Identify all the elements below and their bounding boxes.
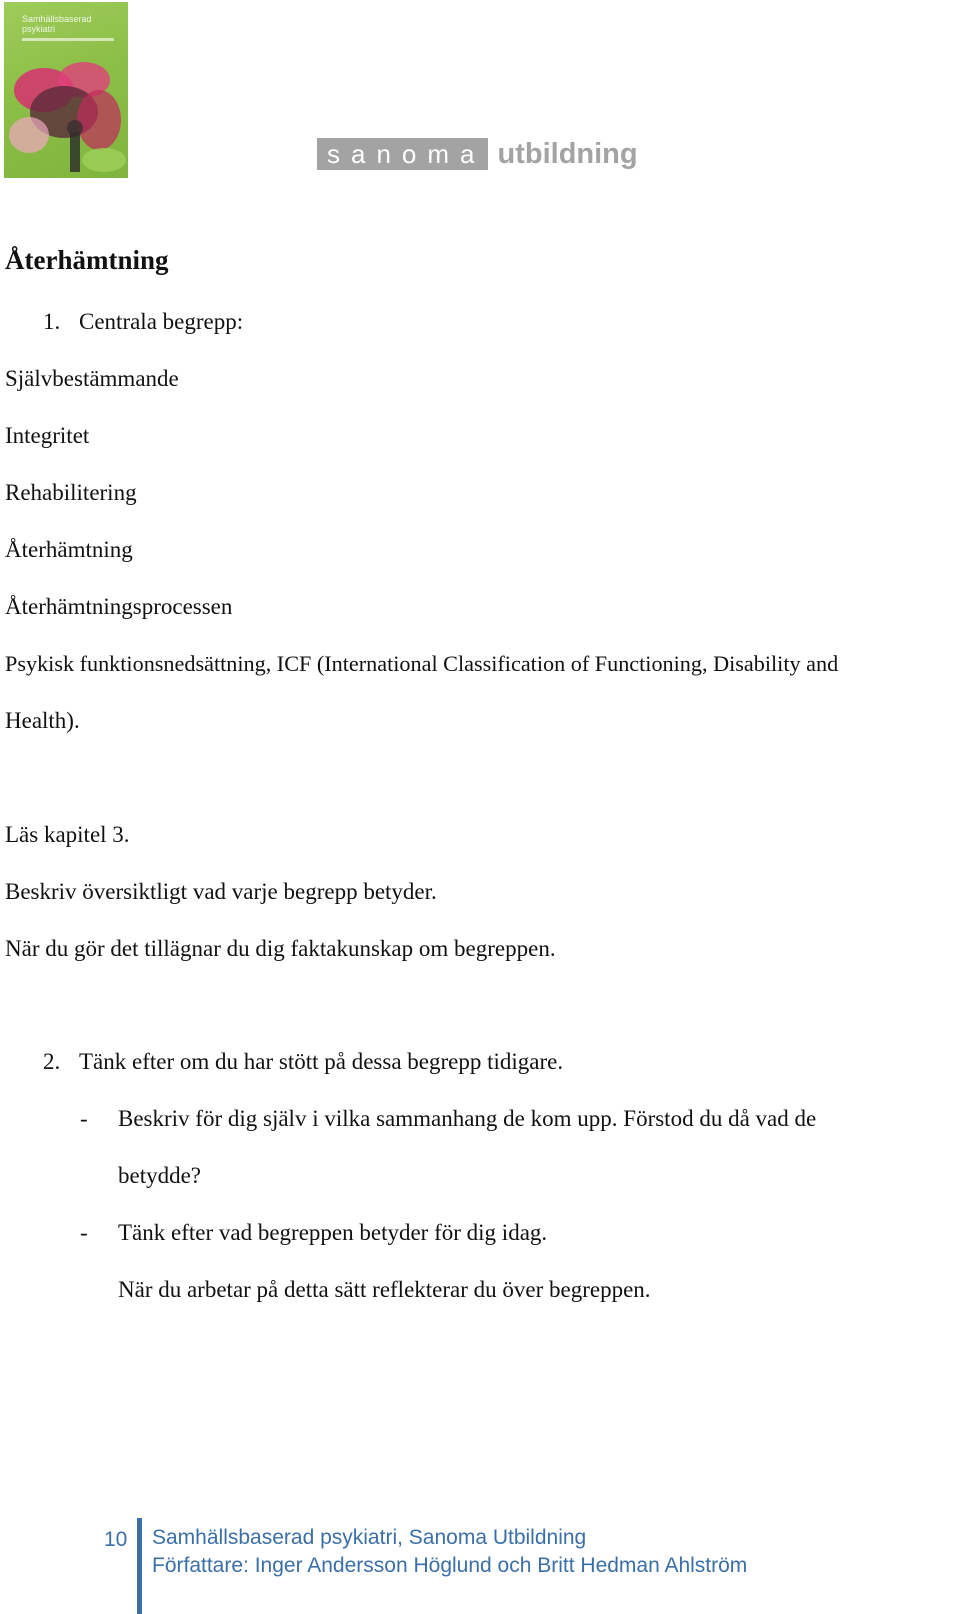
footer-authors-line: Författare: Inger Andersson Höglund och Britt Hedman Ahlström — [152, 1554, 748, 1577]
term-item: Rehabilitering — [5, 480, 137, 505]
publisher-logo-word: utbildning — [497, 138, 638, 170]
closing-text: När du arbetar på detta sätt reflekterar du över begreppen. — [118, 1277, 651, 1302]
publisher-logo-box: sanoma — [317, 138, 488, 170]
term-item: Självbestämmande — [5, 366, 179, 391]
bullet-2-text: Tänk efter vad begreppen betyder för dig idag. — [118, 1220, 548, 1245]
footer-book-line: Samhällsbaserad psykiatri, Sanoma Utbildning — [152, 1526, 587, 1549]
instruction-line: När du gör det tillägnar du dig faktakunskap om begreppen. — [5, 936, 556, 961]
question-1-number: 1. — [43, 309, 61, 334]
term-item: Återhämtningsprocessen — [5, 594, 233, 619]
bullet-marker: - — [80, 1220, 88, 1245]
instruction-line: Beskriv översiktligt vad varje begrepp betyder. — [5, 879, 437, 904]
book-cover-artwork — [4, 50, 128, 178]
bullet-1-text: Beskriv för dig själv i vilka sammanhang de kom upp. Förstod du då vad de — [118, 1106, 817, 1131]
term-item: Psykisk funktionsnedsättning, ICF (International Classification of Functioning, Disability and — [5, 651, 839, 676]
footer-divider — [137, 1518, 142, 1614]
term-item-continued: Health). — [5, 708, 80, 733]
bullet-1-text-continued: betydde? — [118, 1163, 202, 1188]
book-cover-image — [4, 2, 128, 178]
instruction-line: Läs kapitel 3. — [5, 822, 130, 847]
book-cover-subtitle-bar — [22, 38, 114, 41]
term-item: Återhämtning — [5, 537, 133, 562]
bullet-marker: - — [80, 1106, 88, 1131]
question-1-label: Centrala begrepp: — [79, 309, 244, 334]
term-item: Integritet — [5, 423, 90, 448]
publisher-logo — [317, 136, 638, 172]
question-2-label: Tänk efter om du har stött på dessa begrepp tidigare. — [79, 1049, 564, 1074]
question-2-number: 2. — [43, 1049, 61, 1074]
book-cover-title: Samhällsbaserad psykiatri — [22, 14, 92, 34]
footer-page-number: 10 — [104, 1528, 128, 1551]
section-heading: Återhämtning — [5, 245, 169, 275]
